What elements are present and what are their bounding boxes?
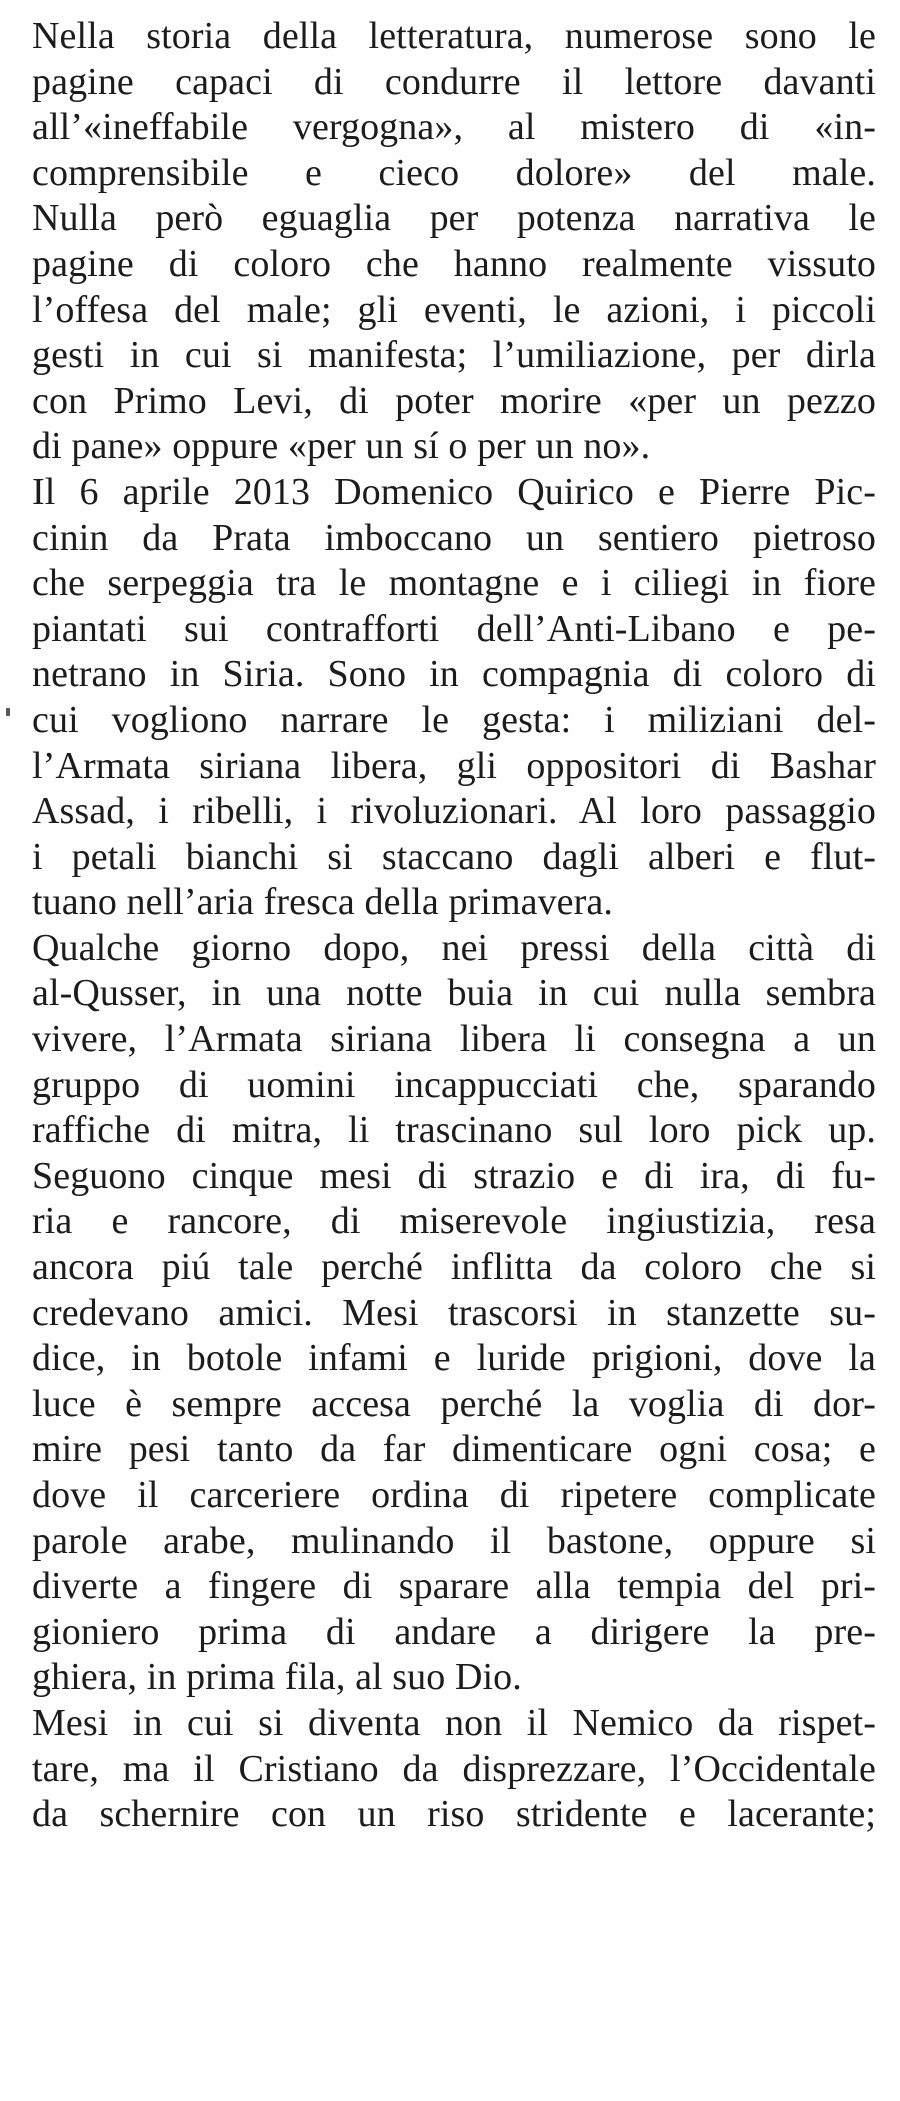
- text-line: i petali bianchi si staccano dagli alberi e flut-: [32, 835, 876, 878]
- text-line: Qualche giorno dopo, nei pressi della città di: [32, 926, 876, 969]
- text-line: cinin da Prata imboccano un sentiero pietroso: [32, 516, 876, 559]
- text-line: l’Armata siriana libera, gli oppositori di Bashar: [32, 744, 876, 787]
- text-line: l’offesa del male; gli eventi, le azioni, i piccoli: [32, 288, 876, 331]
- text-line: gesti in cui si manifesta; l’umiliazione, per dirla: [32, 334, 876, 377]
- text-line: comprensibile e cieco dolore» del male.: [32, 151, 876, 194]
- text-line: cui vogliono narrare le gesta: i miliziani del-: [32, 698, 876, 741]
- text-line: mire pesi tanto da far dimenticare ogni cosa; e: [32, 1428, 876, 1471]
- text-line: Nulla però eguaglia per potenza narrativa le: [32, 197, 876, 240]
- text-line: pagine di coloro che hanno realmente vissuto: [32, 242, 876, 285]
- text-line: tare, ma il Cristiano da disprezzare, l’Occidentale: [32, 1747, 876, 1790]
- text-line: da schernire con un riso stridente e lacerante;: [32, 1793, 876, 1836]
- text-line: Assad, i ribelli, i rivoluzionari. Al loro passaggio: [32, 790, 876, 833]
- margin-mark: [6, 708, 10, 716]
- text-line: pagine capaci di condurre il lettore davanti: [32, 60, 876, 103]
- text-line: gioniero prima di andare a dirigere la pre-: [32, 1610, 876, 1653]
- text-line: netrano in Siria. Sono in compagnia di coloro di: [32, 653, 876, 696]
- text-line: all’«ineffabile vergogna», al mistero di «in-: [32, 106, 876, 149]
- text-line: al-Qusser, in una notte buia in cui nulla sembra: [32, 972, 876, 1015]
- text-line: dove il carceriere ordina di ripetere complicate: [32, 1474, 876, 1516]
- text-line: raffiche di mitra, li trascinano sul loro pick up.: [32, 1109, 876, 1152]
- text-line: Il 6 aprile 2013 Domenico Quirico e Pierre Pic-: [32, 470, 876, 513]
- body-text: [32, 14, 876, 1838]
- text-line: Nella storia della letteratura, numerose sono le: [32, 15, 876, 57]
- text-line: credevano amici. Mesi trascorsi in stanzette su-: [32, 1291, 876, 1334]
- text-line: parole arabe, mulinando il bastone, oppure si: [32, 1519, 876, 1562]
- text-line: che serpeggia tra le montagne e i ciliegi in fiore: [32, 562, 876, 605]
- text-line: ancora piú tale perché inflitta da coloro che si: [32, 1246, 876, 1289]
- text-line: Seguono cinque mesi di strazio e di ira, di fu-: [32, 1154, 876, 1197]
- text-line: gruppo di uomini incappucciati che, sparando: [32, 1063, 876, 1106]
- text-line: vivere, l’Armata siriana libera li consegna a un: [32, 1018, 876, 1061]
- text-line: Mesi in cui si diventa non il Nemico da rispet-: [32, 1701, 876, 1744]
- text-line: ghiera, in prima fila, al suo Dio.: [32, 1656, 522, 1699]
- text-line: ria e rancore, di miserevole ingiustizia, resa: [32, 1200, 876, 1243]
- text-line: luce è sempre accesa perché la voglia di dor-: [32, 1382, 876, 1425]
- text-line: dice, in botole infami e luride prigioni, dove la: [32, 1337, 876, 1380]
- text-line: con Primo Levi, di poter morire «per un pezzo: [32, 379, 876, 422]
- text-line: piantati sui contrafforti dell’Anti-Libano e pe-: [32, 607, 876, 650]
- text-line: di pane» oppure «per un sí o per un no».: [32, 425, 651, 468]
- text-line: tuano nell’aria fresca della primavera.: [32, 881, 613, 924]
- text-line: diverte a fingere di sparare alla tempia del pri-: [32, 1565, 876, 1608]
